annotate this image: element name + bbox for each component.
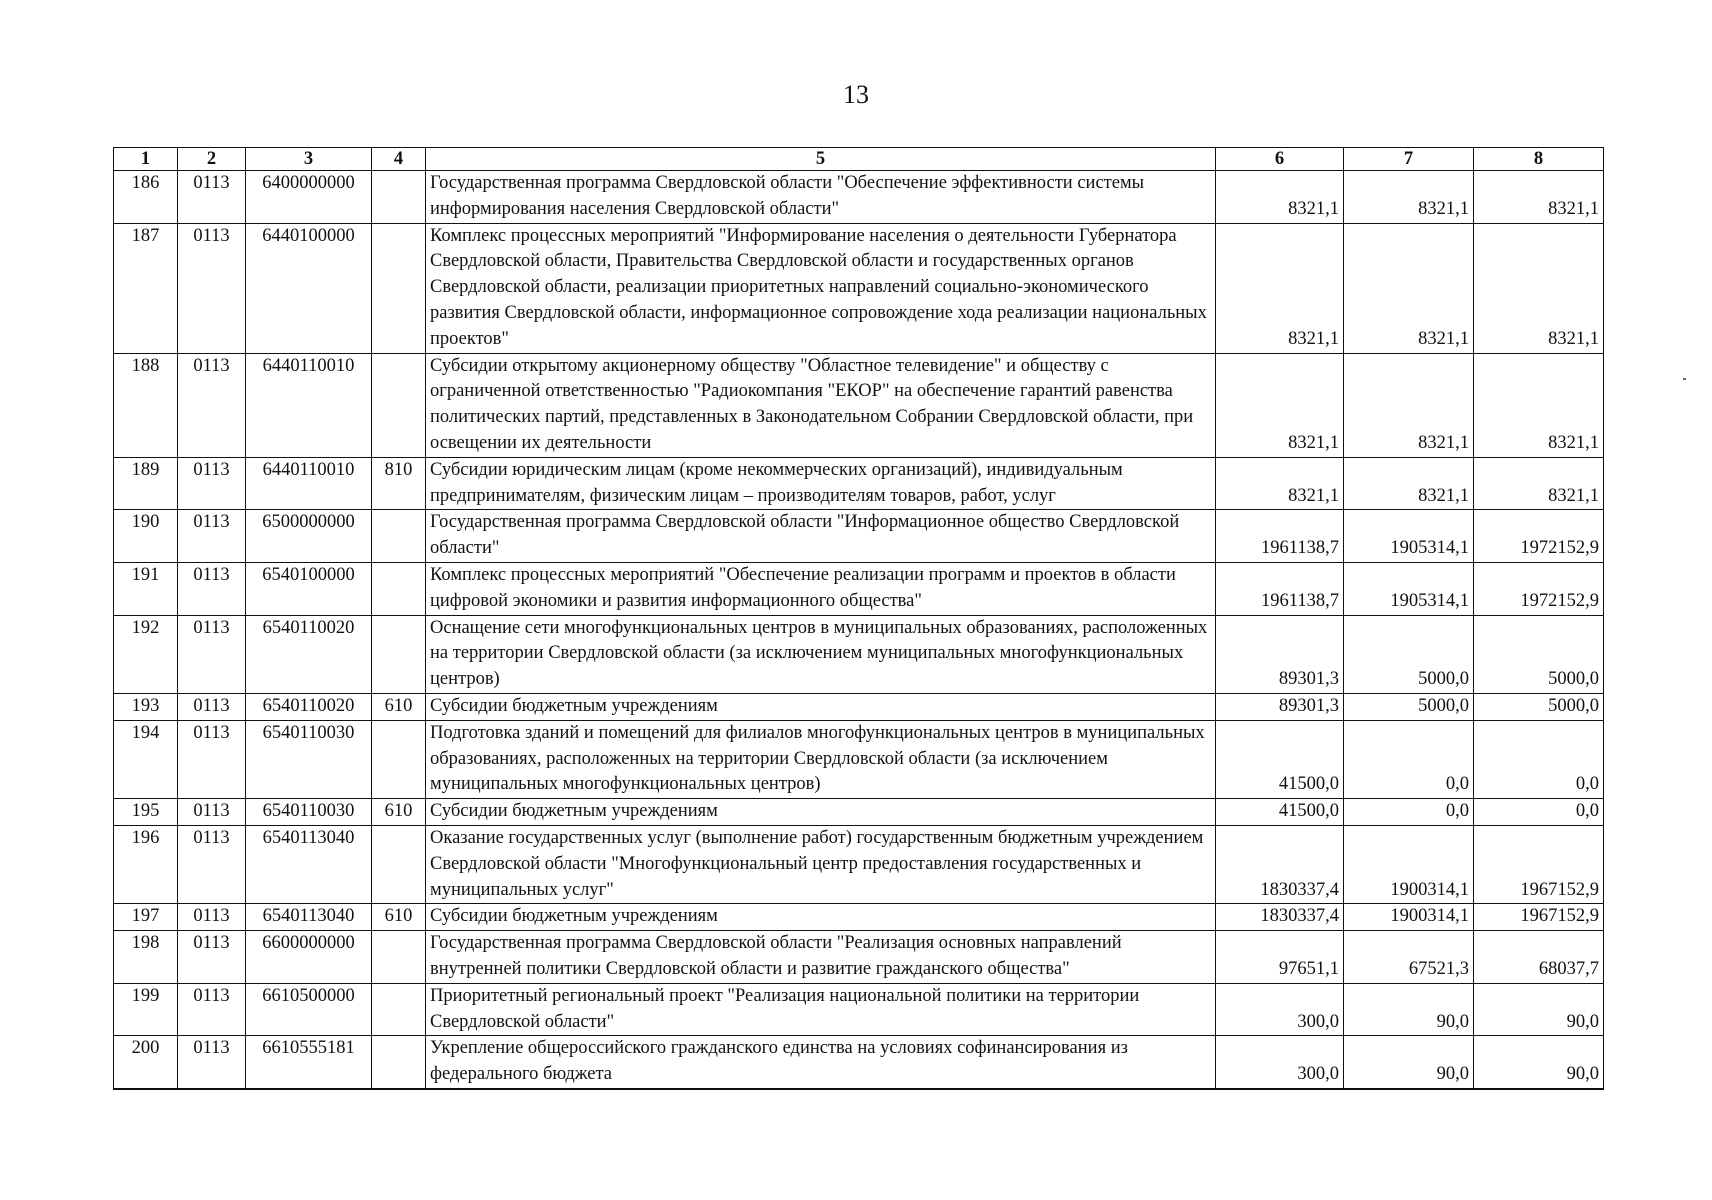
table-row (114, 457, 1604, 510)
expense-type-cell (372, 510, 426, 563)
amount-col6-cell: 1830337,4 (1216, 825, 1344, 903)
section-code-cell: 0113 (178, 825, 246, 903)
expense-type-cell (372, 983, 426, 1036)
description-cell: Комплекс процессных мероприятий "Обеспечение реализации программ и проектов в области цифровой экономики и развития информационного общества" (426, 562, 1216, 615)
amount-col7-cell: 90,0 (1344, 1036, 1474, 1089)
table-header-row (114, 148, 1604, 171)
section-code-cell: 0113 (178, 457, 246, 510)
amount-col6-cell: 300,0 (1216, 1036, 1344, 1089)
target-article-cell: 6610555181 (246, 1036, 372, 1089)
expense-type-cell: 610 (372, 904, 426, 931)
description-cell: Государственная программа Свердловской области "Обеспечение эффективности системы информирования населения Свердловской области" (426, 171, 1216, 224)
amount-col8-cell: 0,0 (1474, 799, 1604, 826)
amount-col7-cell: 0,0 (1344, 799, 1474, 826)
section-code-cell: 0113 (178, 562, 246, 615)
row-number-cell: 186 (114, 171, 178, 224)
amount-col6-cell: 41500,0 (1216, 799, 1344, 826)
table-row (114, 720, 1604, 798)
amount-col6-cell: 1961138,7 (1216, 510, 1344, 563)
description-cell: Субсидии бюджетным учреждениям (426, 799, 1216, 826)
target-article-cell: 6610500000 (246, 983, 372, 1036)
page-number: 13 (843, 80, 869, 109)
row-number-cell: 195 (114, 799, 178, 826)
table-row (114, 615, 1604, 693)
target-article-cell: 6440110010 (246, 457, 372, 510)
target-article-cell: 6440100000 (246, 223, 372, 353)
amount-col7-cell: 8321,1 (1344, 353, 1474, 457)
amount-col6-cell: 89301,3 (1216, 615, 1344, 693)
amount-col8-cell: 1967152,9 (1474, 904, 1604, 931)
description-cell: Приоритетный региональный проект "Реализация национальной политики на территории Свердловской области" (426, 983, 1216, 1036)
scan-mark (1683, 378, 1686, 380)
amount-col6-cell: 89301,3 (1216, 693, 1344, 720)
header-col-3: 3 (246, 148, 372, 171)
amount-col8-cell: 1972152,9 (1474, 510, 1604, 563)
section-code-cell: 0113 (178, 904, 246, 931)
header-col-6: 6 (1216, 148, 1344, 171)
target-article-cell: 6600000000 (246, 931, 372, 984)
amount-col8-cell: 8321,1 (1474, 223, 1604, 353)
header-col-1: 1 (114, 148, 178, 171)
expense-type-cell (372, 562, 426, 615)
expense-type-cell (372, 720, 426, 798)
amount-col7-cell: 8321,1 (1344, 223, 1474, 353)
target-article-cell: 6540110030 (246, 799, 372, 826)
table-row (114, 931, 1604, 984)
target-article-cell: 6540110020 (246, 693, 372, 720)
amount-col8-cell: 8321,1 (1474, 353, 1604, 457)
expense-type-cell: 810 (372, 457, 426, 510)
target-article-cell: 6440110010 (246, 353, 372, 457)
amount-col6-cell: 8321,1 (1216, 223, 1344, 353)
amount-col7-cell: 90,0 (1344, 983, 1474, 1036)
expense-type-cell: 610 (372, 799, 426, 826)
table-row (114, 693, 1604, 720)
row-number-cell: 199 (114, 983, 178, 1036)
section-code-cell: 0113 (178, 510, 246, 563)
amount-col6-cell: 41500,0 (1216, 720, 1344, 798)
section-code-cell: 0113 (178, 931, 246, 984)
table-row (114, 799, 1604, 826)
row-number-cell: 198 (114, 931, 178, 984)
amount-col7-cell: 1900314,1 (1344, 904, 1474, 931)
table-row (114, 1036, 1604, 1089)
header-col-5: 5 (426, 148, 1216, 171)
target-article-cell: 6500000000 (246, 510, 372, 563)
description-cell: Укрепление общероссийского гражданского единства на условиях софинансирования из федерального бюджета (426, 1036, 1216, 1089)
row-number-cell: 196 (114, 825, 178, 903)
description-cell: Оказание государственных услуг (выполнение работ) государственным бюджетным учреждением Свердловской области "Многофункциональный центр предоставления государственных и муниципальных услуг" (426, 825, 1216, 903)
table-row (114, 904, 1604, 931)
target-article-cell: 6540110030 (246, 720, 372, 798)
row-number-cell: 192 (114, 615, 178, 693)
row-number-cell: 200 (114, 1036, 178, 1089)
row-number-cell: 189 (114, 457, 178, 510)
target-article-cell: 6540100000 (246, 562, 372, 615)
amount-col6-cell: 8321,1 (1216, 171, 1344, 224)
amount-col8-cell: 1972152,9 (1474, 562, 1604, 615)
amount-col7-cell: 8321,1 (1344, 171, 1474, 224)
row-number-cell: 194 (114, 720, 178, 798)
amount-col8-cell: 90,0 (1474, 1036, 1604, 1089)
header-col-8: 8 (1474, 148, 1604, 171)
amount-col7-cell: 8321,1 (1344, 457, 1474, 510)
amount-col8-cell: 5000,0 (1474, 615, 1604, 693)
table-row (114, 983, 1604, 1036)
amount-col7-cell: 5000,0 (1344, 615, 1474, 693)
amount-col8-cell: 1967152,9 (1474, 825, 1604, 903)
expense-type-cell (372, 171, 426, 224)
table-row (114, 223, 1604, 353)
description-cell: Субсидии юридическим лицам (кроме некоммерческих организаций), индивидуальным предпринимателям, физическим лицам – производителям товаров, работ, услуг (426, 457, 1216, 510)
amount-col8-cell: 8321,1 (1474, 457, 1604, 510)
row-number-cell: 197 (114, 904, 178, 931)
description-cell: Субсидии бюджетным учреждениям (426, 693, 1216, 720)
amount-col7-cell: 1900314,1 (1344, 825, 1474, 903)
row-number-cell: 188 (114, 353, 178, 457)
amount-col8-cell: 68037,7 (1474, 931, 1604, 984)
amount-col7-cell: 1905314,1 (1344, 510, 1474, 563)
amount-col7-cell: 5000,0 (1344, 693, 1474, 720)
amount-col8-cell: 8321,1 (1474, 171, 1604, 224)
section-code-cell: 0113 (178, 693, 246, 720)
amount-col7-cell: 67521,3 (1344, 931, 1474, 984)
description-cell: Комплекс процессных мероприятий "Информирование населения о деятельности Губернатора Свердловской области, Правительства Свердловской области и государственных органов Свердловской области, реализации приоритетных направлений социально-экономического развития Свердловской области, информационное сопровождение хода реализации национальных проектов" (426, 223, 1216, 353)
expense-type-cell (372, 825, 426, 903)
expense-type-cell (372, 1036, 426, 1089)
budget-table (113, 147, 1604, 1090)
table-row (114, 510, 1604, 563)
row-number-cell: 190 (114, 510, 178, 563)
amount-col6-cell: 8321,1 (1216, 353, 1344, 457)
expense-type-cell (372, 353, 426, 457)
table-row (114, 171, 1604, 224)
target-article-cell: 6540110020 (246, 615, 372, 693)
expense-type-cell (372, 223, 426, 353)
target-article-cell: 6400000000 (246, 171, 372, 224)
expense-type-cell (372, 615, 426, 693)
header-col-2: 2 (178, 148, 246, 171)
description-cell: Государственная программа Свердловской области "Информационное общество Свердловской области" (426, 510, 1216, 563)
target-article-cell: 6540113040 (246, 904, 372, 931)
amount-col6-cell: 1961138,7 (1216, 562, 1344, 615)
table-row (114, 562, 1604, 615)
expense-type-cell (372, 931, 426, 984)
section-code-cell: 0113 (178, 353, 246, 457)
table-row (114, 353, 1604, 457)
table-row (114, 825, 1604, 903)
section-code-cell: 0113 (178, 1036, 246, 1089)
section-code-cell: 0113 (178, 983, 246, 1036)
description-cell: Государственная программа Свердловской области "Реализация основных направлений внутренней политики Свердловской области и развитие гражданского общества" (426, 931, 1216, 984)
section-code-cell: 0113 (178, 615, 246, 693)
amount-col7-cell: 1905314,1 (1344, 562, 1474, 615)
row-number-cell: 191 (114, 562, 178, 615)
description-cell: Субсидии открытому акционерному обществу "Областное телевидение" и обществу с ограниченной ответственностью "Радиокомпания "ЕКОР" на обеспечение гарантий равенства политических партий, представленных в Законодательном Собрании Свердловской области, при освещении их деятельности (426, 353, 1216, 457)
description-cell: Подготовка зданий и помещений для филиалов многофункциональных центров в муниципальных образованиях, расположенных на территории Свердловской области (за исключением муниципальных многофункциональных центров) (426, 720, 1216, 798)
target-article-cell: 6540113040 (246, 825, 372, 903)
section-code-cell: 0113 (178, 223, 246, 353)
section-code-cell: 0113 (178, 720, 246, 798)
description-cell: Субсидии бюджетным учреждениям (426, 904, 1216, 931)
amount-col6-cell: 97651,1 (1216, 931, 1344, 984)
amount-col6-cell: 8321,1 (1216, 457, 1344, 510)
expense-type-cell: 610 (372, 693, 426, 720)
amount-col7-cell: 0,0 (1344, 720, 1474, 798)
section-code-cell: 0113 (178, 171, 246, 224)
header-col-7: 7 (1344, 148, 1474, 171)
amount-col6-cell: 300,0 (1216, 983, 1344, 1036)
header-col-4: 4 (372, 148, 426, 171)
table-body (114, 171, 1604, 1089)
section-code-cell: 0113 (178, 799, 246, 826)
amount-col6-cell: 1830337,4 (1216, 904, 1344, 931)
amount-col8-cell: 90,0 (1474, 983, 1604, 1036)
row-number-cell: 193 (114, 693, 178, 720)
amount-col8-cell: 0,0 (1474, 720, 1604, 798)
row-number-cell: 187 (114, 223, 178, 353)
description-cell: Оснащение сети многофункциональных центров в муниципальных образованиях, расположенных на территории Свердловской области (за исключением муниципальных многофункциональных центров) (426, 615, 1216, 693)
amount-col8-cell: 5000,0 (1474, 693, 1604, 720)
